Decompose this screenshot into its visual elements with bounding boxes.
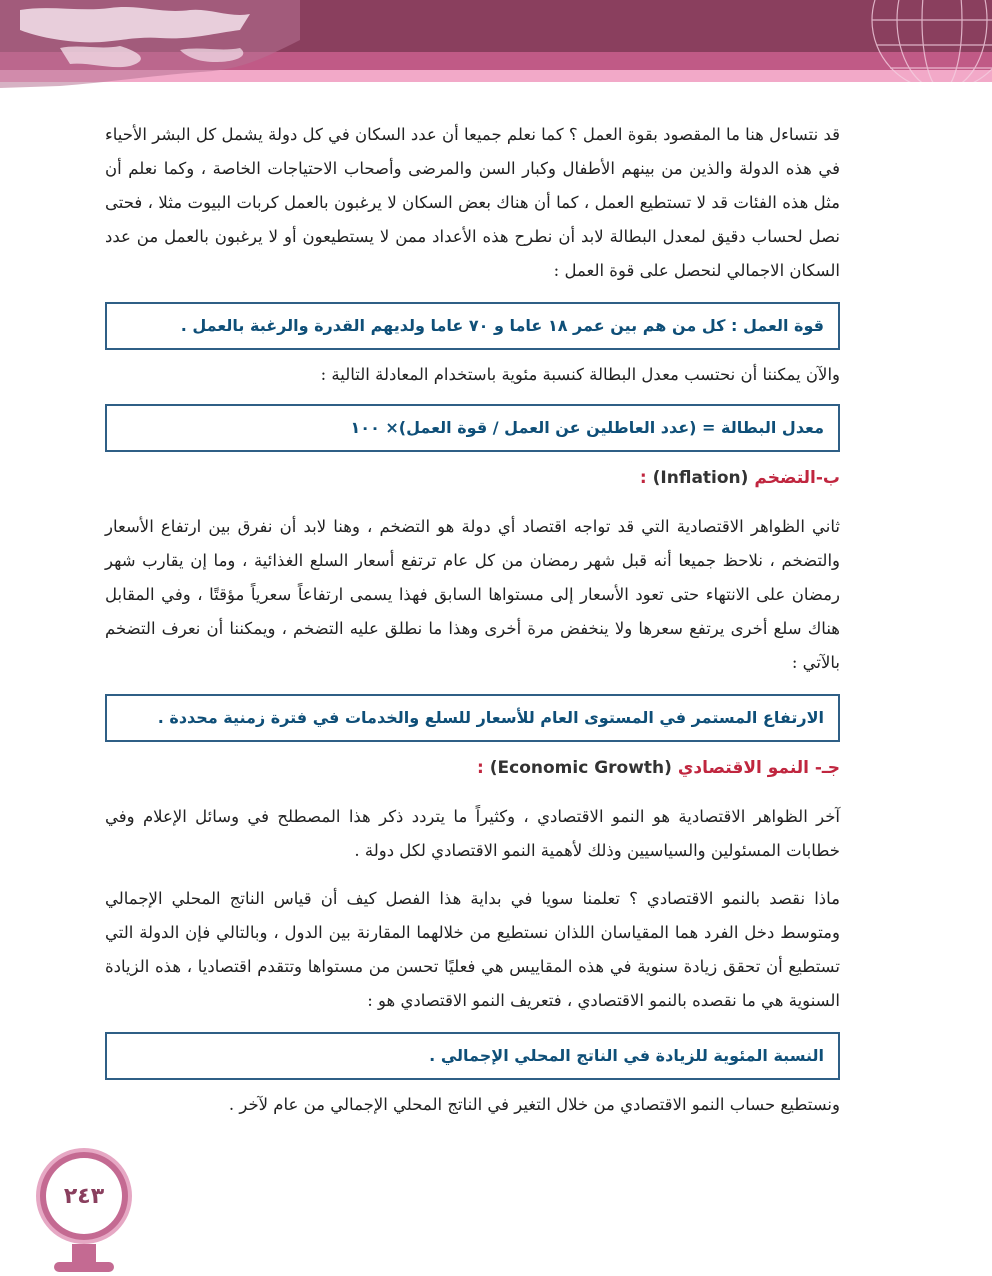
growth-heading-text: جـ- النمو الاقتصادي xyxy=(677,758,840,778)
inflation-paragraph: ثاني الظواهر الاقتصادية التي قد تواجه اقتصاد أي دولة هو التضخم ، وهنا لابد أن نفرق بين ارتفاع الأسعار والتضخم ، نلاحظ جميعا أنه قبل شهر رمضان من كل عام ترتفع أسعار السلع الغذائية ، وما إن يقارب شهر رمضان على الانتهاء حتى تعود الأسعار إلى مستواها السابق فهذا يسمى ارتفاعاً سعرياً مؤقتًا ، وفي المقابل هناك سلع أخرى يرتفع سعرها ولا ينخفض مرة أخرى وهذا ما نطلق عليه التضخم ، ويمكننا أن نعرف التضخم بالآتي : xyxy=(105,517,840,672)
growth-paragraph-2: ماذا نقصد بالنمو الاقتصادي ؟ تعلمنا سويا في بداية هذا الفصل كيف أن قياس الناتج المحلي الإجمالي ومتوسط دخل الفرد هما المقياسان اللذان نستطيع من خلالهما المقارنة بين الدول ، وبالتالي فإن الدولة التي تستطيع أن تحقق زيادة سنوية في هذه المقاييس هي فعليًا تحسن من مستواها وتتقدم اقتصاديا ، هذه الزيادة السنوية هي ما نقصده بالنمو الاقتصادي ، فتعريف النمو الاقتصادي هو : xyxy=(105,889,840,1010)
inflation-heading-text: ب-التضخم xyxy=(754,468,840,488)
page-content xyxy=(105,118,840,1124)
unemployment-formula-box xyxy=(105,404,840,452)
inflation-heading-latin: (Inflation) xyxy=(652,468,749,488)
growth-definition: النسبة المئوية للزيادة في الناتج المحلي الإجمالي . xyxy=(429,1046,824,1065)
inflation-definition-box xyxy=(105,694,840,742)
growth-paragraph-1: آخر الظواهر الاقتصادية هو النمو الاقتصادي ، وكثيراً ما يتردد ذكر هذا المصطلح في وسائل الإعلام وفي خطابات المسئولين والسياسيين وذلك لأهمية النمو الاقتصادي لكل دولة . xyxy=(105,807,840,860)
inflation-definition: الارتفاع المستمر في المستوى العام للأسعار للسلع والخدمات في فترة زمنية محددة . xyxy=(157,708,824,727)
inflation-heading xyxy=(105,464,840,492)
inflation-heading-suffix: : xyxy=(639,468,647,488)
page-number: ٢٤٣ xyxy=(46,1158,122,1234)
labor-force-definition: قوة العمل : كل من هم بين عمر ١٨ عاما و ٧٠ عاما ولديهم القدرة والرغبة بالعمل . xyxy=(180,316,824,335)
labor-force-definition-box xyxy=(105,302,840,350)
growth-definition-box xyxy=(105,1032,840,1080)
globe-stand xyxy=(72,1244,96,1264)
unemployment-intro: والآن يمكننا أن نحتسب معدل البطالة كنسبة مئوية باستخدام المعادلة التالية : xyxy=(320,365,840,384)
growth-closing: ونستطيع حساب النمو الاقتصادي من خلال التغير في الناتج المحلي الإجمالي من عام لآخر . xyxy=(228,1095,840,1114)
growth-heading xyxy=(105,754,840,782)
growth-heading-suffix: : xyxy=(476,758,484,778)
header-banner xyxy=(0,0,992,88)
intro-paragraph: قد نتساءل هنا ما المقصود بقوة العمل ؟ كما نعلم جميعا أن عدد السكان في كل دولة يشمل كل البشر الأحياء في هذه الدولة والذين من بينهم الأطفال وكبار السن والمرضى وأصحاب الاحتياجات الخاصة ، وكما نعلم أن مثل هذه الفئات قد لا تستطيع العمل ، كما أن هناك بعض السكان لا يرغبون بالعمل كربات البيوت مثلا ، فحتى نصل لحساب دقيق لمعدل البطالة لابد أن نطرح هذه الأعداد ممن لا يستطيعون أو لا يرغبون بالعمل من عدد السكان الاجمالي لنحصل على قوة العمل : xyxy=(105,125,840,280)
globe-stand-icon xyxy=(28,1148,138,1276)
unemployment-formula: معدل البطالة = (عدد العاطلين عن العمل / قوة العمل)× ١٠٠ xyxy=(350,418,824,437)
globe-base xyxy=(54,1262,114,1272)
growth-heading-latin: (Economic Growth) xyxy=(489,758,672,778)
world-map-icon xyxy=(0,0,300,88)
globe-grid-icon xyxy=(832,0,992,82)
